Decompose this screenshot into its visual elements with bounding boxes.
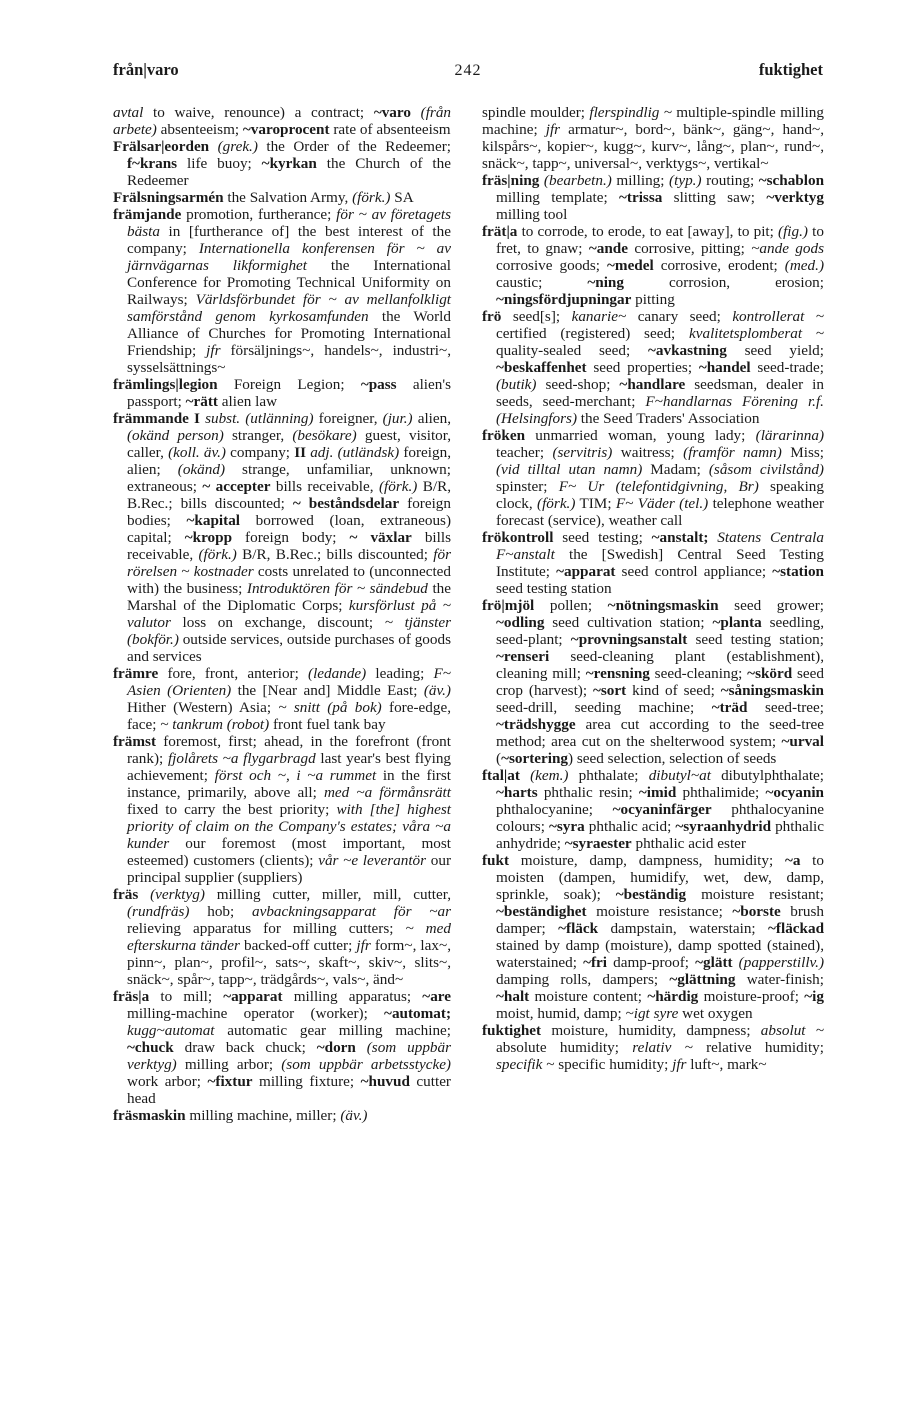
- dictionary-entry: avtal to waive, renounce) a contract; ~varo (från arbete) absenteeism; ~varoprocent rate of absenteeism: [113, 104, 452, 138]
- header-left-guideword: från|varo: [113, 60, 179, 79]
- page-number: 242: [454, 62, 482, 79]
- page-header: [113, 60, 823, 84]
- dictionary-entry: fräs|a to mill; ~apparat milling apparatus; ~are milling-machine operator (worker); ~automat; kugg~automat automatic gear milling machine; ~chuck draw back chuck; ~dorn (som uppbär verktyg) milling arbor; (som uppbär arbetsstycke) work arbor; ~fixtur milling fixture; ~huvud cutter head: [113, 988, 452, 1107]
- dictionary-entry: frökontroll seed testing; ~anstalt; Statens Centrala F~anstalt the [Swedish] Central Seed Testing Institute; ~apparat seed control appliance; ~station seed testing station: [482, 529, 824, 597]
- right-column: [482, 104, 824, 1073]
- dictionary-entry: främjande promotion, furtherance; för ~ av företagets bästa in [furtherance of] the best interest of the company; Internationella konferensen för ~ av järnvägarnas likformighet the International Conference for Promoting Technical Uniformity on Railways; Världsförbundet för ~ av mellanfolkligt samförstånd genom kyrkosamfunden the World Alliance of Churches for Promoting International Friendship; jfr försäljnings~, handels~, industri~, sysselsättnings~: [113, 206, 452, 376]
- dictionary-entry: främmande I subst. (utlänning) foreigner, (jur.) alien, (okänd person) stranger, (besökare) guest, visitor, caller, (koll. äv.) company; II adj. (utländsk) foreign, alien; (okänd) strange, unfamiliar, unknown; extraneous; ~ accepter bills receivable, (förk.) B/R, B.Rec.; bills discounted; ~ beståndsdelar foreign bodies; ~kapital borrowed (loan, extraneous) capital; ~kropp foreign body; ~ växlar bills receivable, (förk.) B/R, B.Rec.; bills discounted; för rörelsen ~ kostnader costs unrelated to (unconnected with) the business; Introduktören för ~ sändebud the Marshal of the Diplomatic Corps; kursförlust på ~ valutor loss on exchange, discount; ~ tjänster (bokför.) outside services, outside purchases of goods and services: [113, 410, 452, 665]
- dictionary-entry: Frälsar|eorden (grek.) the Order of the Redeemer; f~krans life buoy; ~kyrkan the Church of the Redeemer: [113, 138, 451, 189]
- dictionary-entry: Frälsningsarmén the Salvation Army, (förk.) SA: [113, 189, 414, 206]
- dictionary-entry: spindle moulder; flerspindlig ~ multiple-spindle milling machine; jfr armatur~, bord~, bänk~, gäng~, hand~, kilspårs~, kopier~, kugg~, kurv~, lång~, plan~, rund~, snäck~, tapp~, universal~, verktygs~, vertikal~: [482, 104, 824, 172]
- dictionary-entry: frö seed[s]; kanarie~ canary seed; kontrollerat ~ certified (registered) seed; kvalitetsplomberat ~ quality-sealed seed; ~avkastning seed yield; ~beskaffenhet seed properties; ~handel seed-trade; (butik) seed-shop; ~handlare seedsman, dealer in seeds, seed-merchant; F~handlarnas Förening r.f. (Helsingfors) the Seed Traders' Association: [482, 308, 824, 427]
- dictionary-entry: frö|mjöl pollen; ~nötningsmaskin seed grower; ~odling seed cultivation station; ~planta seedling, seed-plant; ~provningsanstalt seed testing station; ~renseri seed-cleaning plant (establishment), cleaning mill; ~rensning seed-cleaning; ~skörd seed crop (harvest); ~sort kind of seed; ~såningsmaskin seed-drill, seeding machine; ~träd seed-tree; ~trädshygge area cut according to the seed-tree method; area cut on the shelterwood system; ~urval (~sortering) seed selection, selection of seeds: [482, 597, 824, 767]
- dictionary-entry: fuktighet moisture, humidity, dampness; absolut ~ absolute humidity; relativ ~ relative humidity; specifik ~ specific humidity; jfr luft~, mark~: [482, 1022, 824, 1073]
- dictionary-entry: främlings|legion Foreign Legion; ~pass alien's passport; ~rätt alien law: [113, 376, 452, 410]
- dictionary-entry: fräs (verktyg) milling cutter, miller, mill, cutter, (rundfräs) hob; avbackningsapparat för ~ar relieving apparatus for milling cutters; ~ med efterskurna tänder backed-off cutter; jfr form~, lax~, pinn~, plan~, profil~, sats~, skaft~, skiv~, slits~, snäck~, spår~, tapp~, trädgårds~, vals~, änd~: [113, 886, 452, 988]
- dictionary-entry: fröken unmarried woman, young lady; (lärarinna) teacher; (servitris) waitress; (framför namn) Miss; (vid tilltal utan namn) Madam; (såsom civilstånd) spinster; F~ Ur (telefontidgivning, Br) speaking clock, (förk.) TIM; F~ Väder (tel.) telephone weather forecast (service), weather call: [482, 427, 825, 529]
- dictionary-entry: fräs|ning (bearbetn.) milling; (typ.) routing; ~schablon milling template; ~trissa slitting saw; ~verktyg milling tool: [482, 172, 825, 223]
- dictionary-entry: främst foremost, first; ahead, in the forefront (front rank); fjolårets ~a flygarbragd last year's best flying achievement; först och ~, i ~a rummet in the first instance, primarily, above all; med ~a förmånsrätt fixed to carry the best priority; with [the] highest priority of claim on the Company's estates; våra ~a kunder our foremost (most important, most esteemed) customers (clients); vår ~e leverantör our principal supplier (suppliers): [113, 733, 452, 886]
- dictionary-entry: fukt moisture, damp, dampness, humidity; ~a to moisten (dampen, humidify, wet, dew, damp, sprinkle, soak); ~beständig moisture resistant; ~beständighet moisture resistance; ~borste brush damper; ~fläck dampstain, waterstain; ~fläckad stained by damp (moisture), damp spotted (stained), waterstained; ~fri damp-proof; ~glätt (papperstillv.) damping rolls, dampers; ~glättning water-finish; ~halt moisture content; ~härdig moisture-proof; ~ig moist, humid, damp; ~igt syre wet oxygen: [482, 852, 825, 1022]
- dictionary-entry: fräsmaskin milling machine, miller; (äv.): [113, 1107, 368, 1124]
- header-right-guideword: fuktighet: [758, 60, 823, 79]
- dictionary-entry: frät|a to corrode, to erode, to eat [away], to pit; (fig.) to fret, to gnaw; ~ande corrosive, pitting; ~ande gods corrosive goods; ~medel corrosive, erodent; (med.) caustic; ~ning corrosion, erosion; ~ningsfördjupningar pitting: [482, 223, 824, 308]
- dictionary-entry: ftal|at (kem.) phthalate; dibutyl~at dibutylphthalate; ~harts phthalic resin; ~imid phthalimide; ~ocyanin phthalocyanine; ~ocyaninfärger phthalocyanine colours; ~syra phthalic acid; ~syraanhydrid phthalic anhydride; ~syraester phthalic acid ester: [482, 767, 825, 852]
- dictionary-entry: främre fore, front, anterior; (ledande) leading; F~ Asien (Orienten) the [Near and] Middle East; (äv.) Hither (Western) Asia; ~ snitt (på bok) fore-edge, face; ~ tankrum (robot) front fuel tank bay: [113, 665, 452, 733]
- left-column: [113, 104, 451, 1124]
